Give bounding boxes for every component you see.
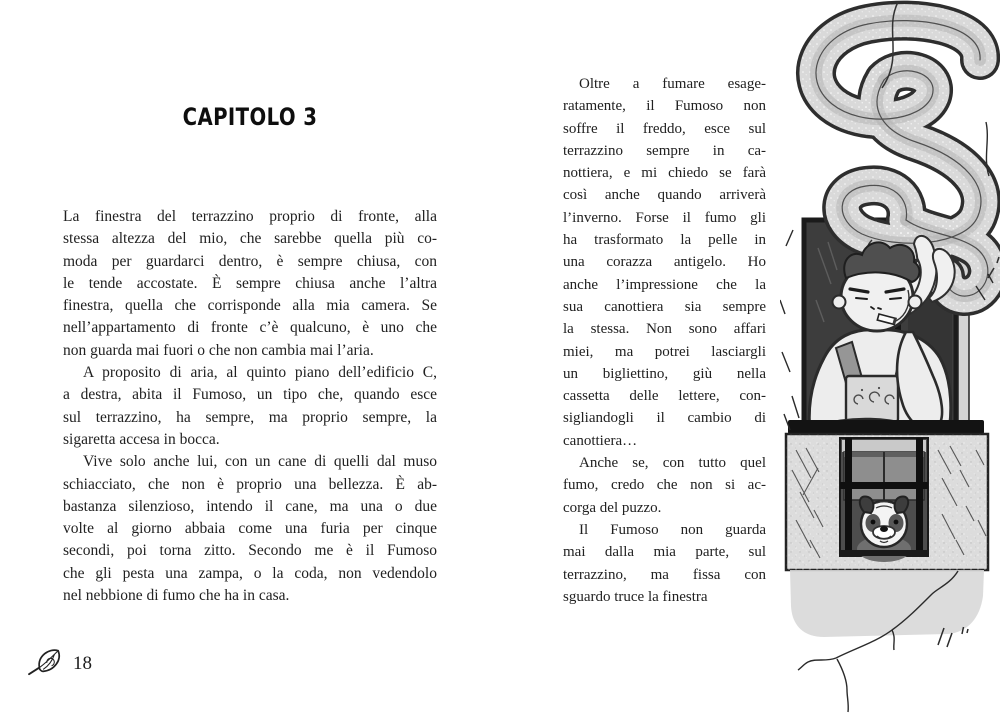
- text-line: un bigliettino, giù nella: [563, 365, 766, 382]
- text-line: Oltre a fumare esage-: [579, 76, 766, 92]
- text-line: Il Fumoso non guarda: [579, 521, 766, 538]
- wall-shadow: [790, 570, 984, 637]
- text-line: sua canottiera sia sempre: [563, 298, 766, 315]
- pug-dog: [860, 496, 908, 547]
- text-line: anche l’impressione che la: [563, 276, 766, 293]
- text-line: ha trasformato la pelle in: [563, 232, 766, 249]
- text-line: La finestra del terrazzino proprio di fronte, alla: [63, 208, 437, 225]
- text-line: così anche quando arriverà: [563, 187, 766, 204]
- text-line: cassetta delle lettere, con-: [563, 388, 766, 405]
- text-line: stessa altezza del mio, che sarebbe quella più co-: [63, 230, 437, 248]
- text-line: le tende accostate. È sempre chiusa anche l’altra: [63, 274, 437, 292]
- text-line: fumo, credo che non si ac-: [563, 477, 766, 494]
- leaf-icon: [26, 645, 64, 682]
- right-text-column: [563, 73, 766, 608]
- text-line: sul terrazzino, ha sempre, ma proprio sempre, la: [63, 408, 437, 426]
- text-line: nel nebbione di fumo che ha in casa.: [63, 587, 290, 605]
- illustration-smoker-at-window: [780, 0, 1000, 714]
- text-line: terrazzino sempre in ca-: [563, 142, 766, 159]
- text-line: nell’appartamento di fronte c’è qualcuno, è uno che: [63, 319, 437, 337]
- text-line: l’inverno. Forse il fumo gli: [563, 209, 766, 226]
- balcony: [786, 420, 988, 570]
- text-line: mai dalla mia parte, sul: [563, 544, 766, 561]
- text-line: la stessa. Non sono affari: [563, 321, 766, 338]
- text-line: una corazza antigelo. Ho: [563, 254, 766, 271]
- left-text-column: [63, 206, 437, 607]
- text-line: nottiera, e mi chiedo se farà: [563, 165, 766, 182]
- text-line: bastanza silenzioso, intendo il cane, ma una o due: [63, 497, 437, 515]
- text-line: terrazzino, ma fissa con: [563, 566, 766, 583]
- page-number: 18: [73, 652, 92, 674]
- text-line: Vive solo anche lui, con un cane di quelli dal muso: [83, 453, 437, 471]
- text-line: sigaretta accesa in bocca.: [63, 430, 220, 448]
- text-line: volte al giorno abbaia come una furia per cinque: [63, 520, 437, 538]
- text-line: moda per guardarci dentro, è sempre chiusa, con: [63, 252, 437, 270]
- text-line: che gli pesta una zampa, o la coda, non vedendolo: [63, 564, 437, 582]
- text-line: canottiera…: [563, 432, 638, 449]
- chapter-heading: CAPITOLO 3: [182, 103, 318, 131]
- text-line: non guarda mai fuori o che non cambia mai l’aria.: [63, 341, 374, 359]
- page-footer: [26, 645, 92, 682]
- text-line: corga del puzzo.: [563, 499, 662, 516]
- text-line: secondi, poi torna zitto. Secondo me è il Fumoso: [63, 542, 437, 560]
- text-line: A proposito di aria, al quinto piano dell’edificio C,: [83, 364, 437, 382]
- text-line: Anche se, con tutto quel: [579, 455, 766, 472]
- text-line: ratamente, il Fumoso non: [563, 98, 766, 115]
- text-line: soffre il freddo, esce sul: [563, 120, 766, 137]
- text-line: sguardo truce la finestra: [563, 588, 708, 605]
- text-line: schiacciato, che non è proprio una bellezza. È ab-: [63, 475, 437, 493]
- text-line: miei, ma potrei lasciargli: [563, 343, 766, 360]
- handrail: [788, 420, 984, 434]
- text-line: sigliandogli il cambio di: [563, 410, 766, 427]
- text-line: finestra, quella che corrisponde alla mia camera. Se: [63, 297, 437, 315]
- text-line: a destra, abita il Fumoso, un tipo che, quando esce: [63, 386, 437, 404]
